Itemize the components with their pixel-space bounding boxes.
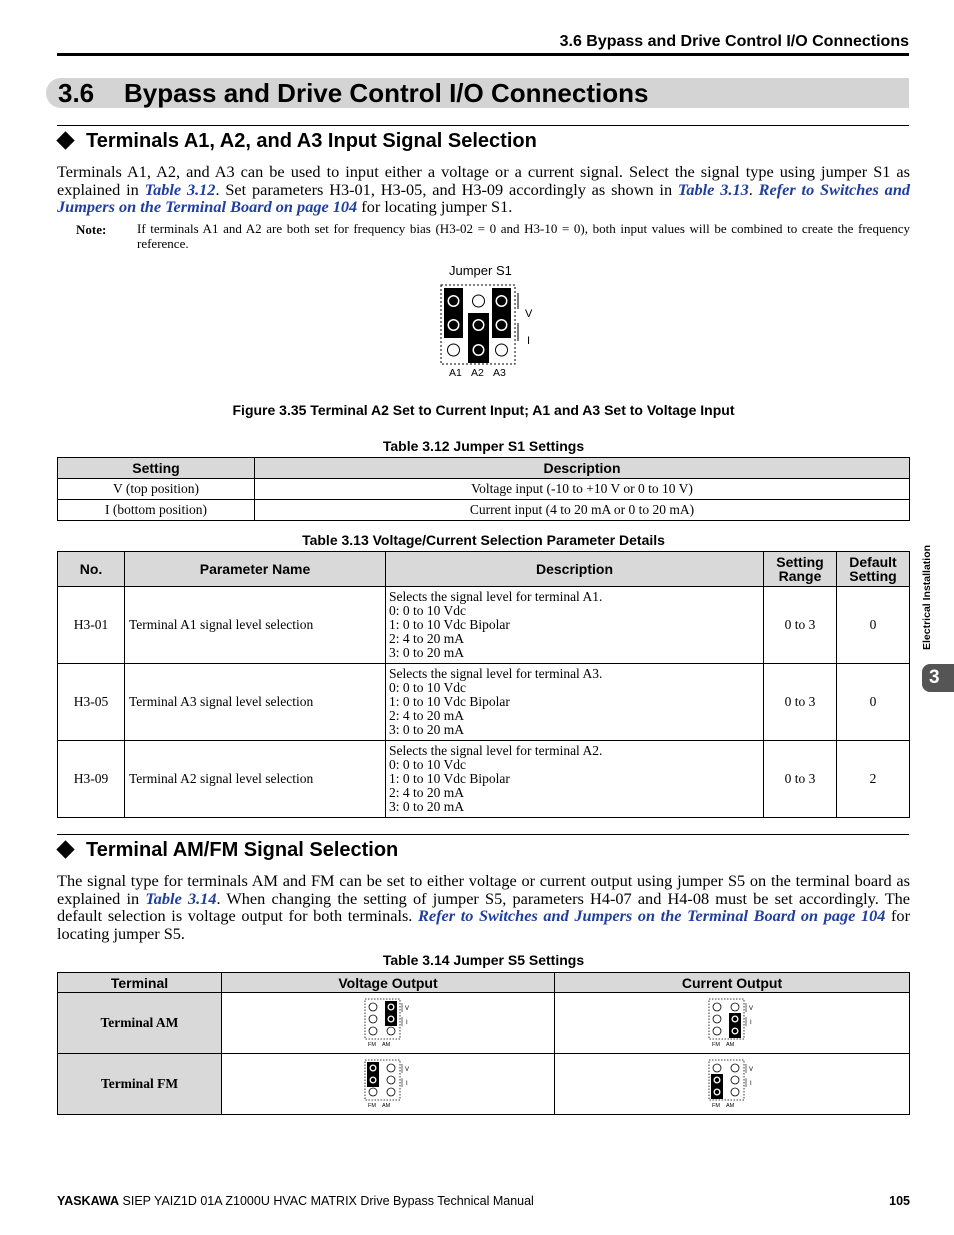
desc-line: 3: 0 to 20 mA: [389, 645, 465, 660]
pin: [474, 346, 483, 355]
table-3-14-caption: Table 3.14 Jumper S5 Settings: [382, 952, 585, 968]
svg-text:FM: FM: [712, 1103, 720, 1109]
param-description: [386, 587, 764, 664]
table-header: Voltage Output: [222, 973, 555, 993]
note-label: Note:: [76, 222, 107, 237]
footer-doc-title: [57, 1194, 534, 1208]
setting-range: 0 to 3: [764, 741, 837, 818]
svg-text:I: I: [750, 1081, 752, 1087]
svg-text:V: V: [749, 1006, 754, 1012]
svg-text:AM: AM: [382, 1103, 391, 1109]
table-header: No.: [58, 552, 125, 587]
am-current-cell: [555, 993, 910, 1054]
jumper-am-voltage: [364, 998, 412, 1048]
pin: [473, 295, 485, 307]
desc-line: 1: 0 to 10 Vdc Bipolar: [389, 617, 510, 632]
desc-line: 0: 0 to 10 Vdc: [389, 680, 466, 695]
pin: [474, 321, 483, 330]
link-table-3-14[interactable]: Table 3.14: [145, 888, 217, 908]
svg-text:AM: AM: [726, 1103, 735, 1109]
text: for locating jumper S1.: [357, 197, 513, 216]
footer-doc: SIEP YAIZ1D 01A Z1000U HVAC MATRIX Drive Bypass Technical Manual: [119, 1194, 534, 1208]
figure-caption: Figure 3.35 Terminal A2 Set to Current Input; A1 and A3 Set to Voltage Input: [232, 402, 735, 418]
table-header: Current Output: [555, 973, 910, 993]
table-header: Description: [386, 552, 764, 587]
body-paragraph-input-selection: [57, 163, 910, 216]
jumper-fm-current: [708, 1059, 756, 1109]
param-name: Terminal A3 signal level selection: [125, 664, 386, 741]
table-row: [58, 1054, 910, 1115]
text: . When changing the setting of jumper S5, parameters H4-07 and H4-08 must be set accordingly. The default selection is voltage output for both terminals.: [57, 888, 911, 925]
table-3-12-caption: Table 3.12 Jumper S1 Settings: [382, 438, 585, 454]
label-v: V: [525, 308, 533, 320]
table-row: [58, 664, 910, 741]
desc-line: 0: 0 to 10 Vdc: [389, 603, 466, 618]
table-cell: Current input (4 to 20 mA or 0 to 20 mA): [255, 500, 910, 521]
text: The signal type for terminals AM and FM can be set to either voltage or current output using jumper S5 on the terminal board as explained in: [57, 871, 910, 908]
pin: [449, 297, 458, 306]
section-title: Bypass and Drive Control I/O Connections: [124, 78, 649, 108]
svg-text:V: V: [749, 1067, 754, 1073]
param-description: [386, 664, 764, 741]
desc-line: 1: 0 to 10 Vdc Bipolar: [389, 771, 510, 786]
label-i: I: [527, 335, 531, 347]
desc-line: 2: 4 to 20 mA: [389, 785, 465, 800]
label-a1: A1: [449, 367, 462, 379]
param-description: [386, 741, 764, 818]
jumper-s1-diagram: [438, 283, 538, 379]
pin: [449, 321, 458, 330]
terminal-name: Terminal FM: [58, 1054, 222, 1115]
label-a2: A2: [471, 367, 484, 379]
running-header: 3.6 Bypass and Drive Control I/O Connections: [559, 33, 909, 50]
svg-text:V: V: [405, 1006, 410, 1012]
table-header: Parameter Name: [125, 552, 386, 587]
body-paragraph-am-fm: [57, 872, 910, 942]
section-number: 3.6: [58, 78, 95, 108]
note-text: If terminals A1 and A2 are both set for frequency bias (H3-02 = 0 and H3-10 = 0), both input values will be combined to create the frequency reference.: [137, 221, 910, 251]
fm-current-cell: [555, 1054, 910, 1115]
table-header: Default Setting: [837, 552, 910, 587]
side-tab-label: Electrical Installation: [921, 544, 933, 650]
param-name: Terminal A1 signal level selection: [125, 587, 386, 664]
desc-line: Selects the signal level for terminal A2.: [389, 743, 603, 758]
link-table-3-13[interactable]: Table 3.13: [677, 179, 749, 199]
chapter-tab: 3: [922, 664, 954, 692]
subsection-title-a1-a2-a3: Terminals A1, A2, and A3 Input Signal Selection: [86, 130, 537, 152]
subsection-title-am-fm: Terminal AM/FM Signal Selection: [86, 839, 399, 861]
header-rule: [57, 53, 909, 56]
table-header: Description: [255, 458, 910, 479]
jumper-am-current: [708, 998, 756, 1048]
footer-brand: YASKAWA: [57, 1194, 120, 1208]
svg-text:I: I: [406, 1081, 408, 1087]
svg-text:AM: AM: [382, 1042, 391, 1048]
param-no: H3-09: [58, 741, 125, 818]
text: .: [748, 179, 759, 199]
svg-text:V: V: [405, 1067, 410, 1073]
table-cell: Voltage input (-10 to +10 V or 0 to 10 V): [255, 479, 910, 500]
text: . Set parameters H3-01, H3-05, and H3-09 accordingly as shown in: [215, 179, 678, 199]
desc-line: 2: 4 to 20 mA: [389, 708, 465, 723]
table-3-13: [57, 551, 910, 818]
table-row: [58, 500, 910, 521]
desc-line: 3: 0 to 20 mA: [389, 799, 465, 814]
param-name: Terminal A2 signal level selection: [125, 741, 386, 818]
pin: [497, 297, 506, 306]
param-no: H3-05: [58, 664, 125, 741]
terminal-name: Terminal AM: [58, 993, 222, 1054]
desc-line: 3: 0 to 20 mA: [389, 722, 465, 737]
svg-text:FM: FM: [368, 1103, 376, 1109]
pin: [497, 321, 506, 330]
svg-text:FM: FM: [712, 1042, 720, 1048]
desc-line: 1: 0 to 10 Vdc Bipolar: [389, 694, 510, 709]
svg-text:I: I: [406, 1020, 408, 1026]
table-3-12: [57, 457, 910, 521]
page-number: 105: [889, 1194, 910, 1208]
diamond-bullet-icon: [56, 840, 74, 858]
svg-text:FM: FM: [368, 1042, 376, 1048]
table-3-13-caption: Table 3.13 Voltage/Current Selection Parameter Details: [302, 532, 665, 548]
svg-text:I: I: [750, 1020, 752, 1026]
desc-line: 2: 4 to 20 mA: [389, 631, 465, 646]
table-3-14: [57, 972, 910, 1115]
setting-range: 0 to 3: [764, 664, 837, 741]
table-row: [58, 993, 910, 1054]
table-cell: I (bottom position): [58, 500, 255, 521]
figure-title: Jumper S1: [449, 263, 512, 278]
link-table-3-12[interactable]: Table 3.12: [144, 179, 216, 199]
table-row: [58, 587, 910, 664]
table-header: Setting Range: [764, 552, 837, 587]
table-cell: V (top position): [58, 479, 255, 500]
table-header: Setting: [58, 458, 255, 479]
default-setting: 0: [837, 587, 910, 664]
table-header: Terminal: [58, 973, 222, 993]
diamond-bullet-icon: [56, 131, 74, 149]
text: for locating jumper S5.: [57, 906, 910, 943]
svg-text:AM: AM: [726, 1042, 735, 1048]
table-row: [58, 741, 910, 818]
am-voltage-cell: [222, 993, 555, 1054]
desc-line: Selects the signal level for terminal A3.: [389, 666, 603, 681]
desc-line: Selects the signal level for terminal A1.: [389, 589, 603, 604]
link-switches-jumpers-page-104[interactable]: Refer to Switches and Jumpers on the Terminal Board on page 104: [418, 906, 886, 925]
label-a3: A3: [493, 367, 506, 379]
setting-range: 0 to 3: [764, 587, 837, 664]
table-row: [58, 479, 910, 500]
text: Terminals A1, A2, and A3 can be used to input either a voltage or a current signal. Select the signal type using jumper S1 as explained in: [57, 162, 910, 199]
desc-line: 0: 0 to 10 Vdc: [389, 757, 466, 772]
pin: [448, 344, 460, 356]
subsection-rule: [57, 125, 909, 126]
jumper-fm-voltage: [364, 1059, 412, 1109]
default-setting: 0: [837, 664, 910, 741]
param-no: H3-01: [58, 587, 125, 664]
default-setting: 2: [837, 741, 910, 818]
fm-voltage-cell: [222, 1054, 555, 1115]
pin: [496, 344, 508, 356]
subsection-rule: [57, 834, 909, 835]
link-switches-jumpers-page-104[interactable]: Refer to Switches and Jumpers on the Terminal Board on page 104: [57, 179, 911, 216]
